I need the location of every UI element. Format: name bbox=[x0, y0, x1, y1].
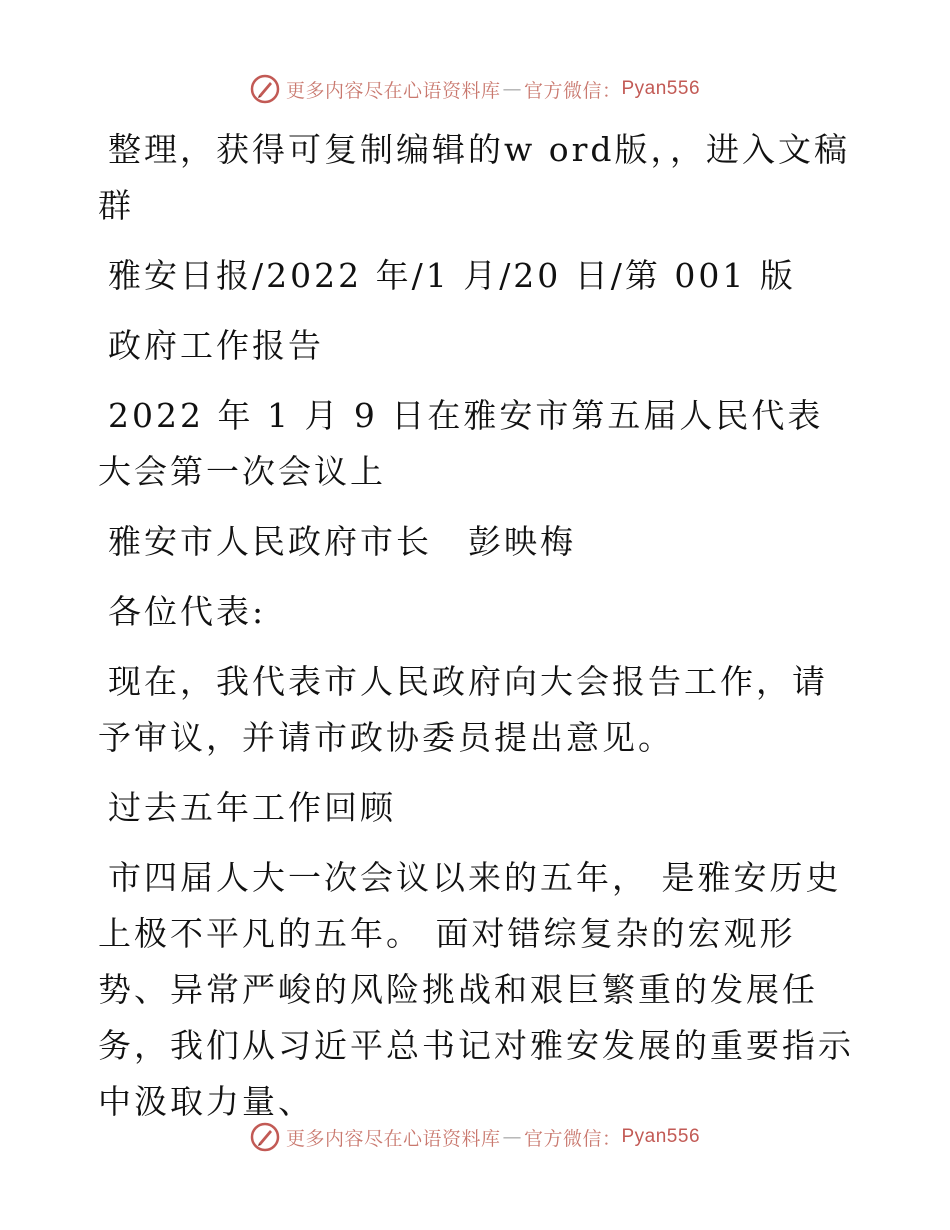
paragraph-section-heading: 过去五年工作回顾 bbox=[108, 788, 396, 827]
paragraph-speaker: 雅安市人民政府市长 彭映梅 bbox=[108, 522, 576, 561]
watermark-label: 官方微信： bbox=[523, 1127, 622, 1150]
paragraph-occasion: 2022 年 1 月 9 日在雅安市第五届人民代表大会第一次会议上 bbox=[98, 396, 824, 491]
paragraph-review: 市四届人大一次会议以来的五年， 是雅安历史上极不平凡的五年。 面对错综复杂的宏观形势、异常严峻的风险挑战和艰巨繁重的发展任务，我们从习近平总书记对雅安发展的重要指示中汲取力量、 bbox=[98, 858, 854, 1121]
paragraph-source: 雅安日报/2022 年/1 月/20 日/第 001 版 bbox=[108, 256, 796, 295]
paragraph-opening: 现在，我代表市人民政府向大会报告工作，请予审议，并请市政协委员提出意见。 bbox=[98, 662, 828, 757]
watermark-separator: — bbox=[502, 1126, 522, 1148]
watermark-text: 更多内容尽在心语资料库 bbox=[285, 79, 501, 102]
paragraph-salutation: 各位代表: bbox=[108, 592, 267, 631]
watermark-id: Pyan556 bbox=[621, 78, 701, 99]
footer-watermark bbox=[0, 1122, 950, 1152]
quill-logo-icon bbox=[250, 74, 280, 104]
quill-logo-icon bbox=[250, 1122, 280, 1152]
header-watermark bbox=[0, 74, 950, 104]
watermark-text: 更多内容尽在心语资料库 bbox=[285, 1127, 501, 1150]
paragraph-title: 政府工作报告 bbox=[108, 326, 324, 365]
paragraph-intro: 整理，获得可复制编辑的w ord版，，进入文稿群 bbox=[98, 130, 851, 225]
watermark-separator: — bbox=[502, 78, 522, 100]
watermark-label: 官方微信： bbox=[523, 79, 622, 102]
document-body bbox=[98, 122, 858, 1144]
watermark-id: Pyan556 bbox=[621, 1126, 701, 1147]
